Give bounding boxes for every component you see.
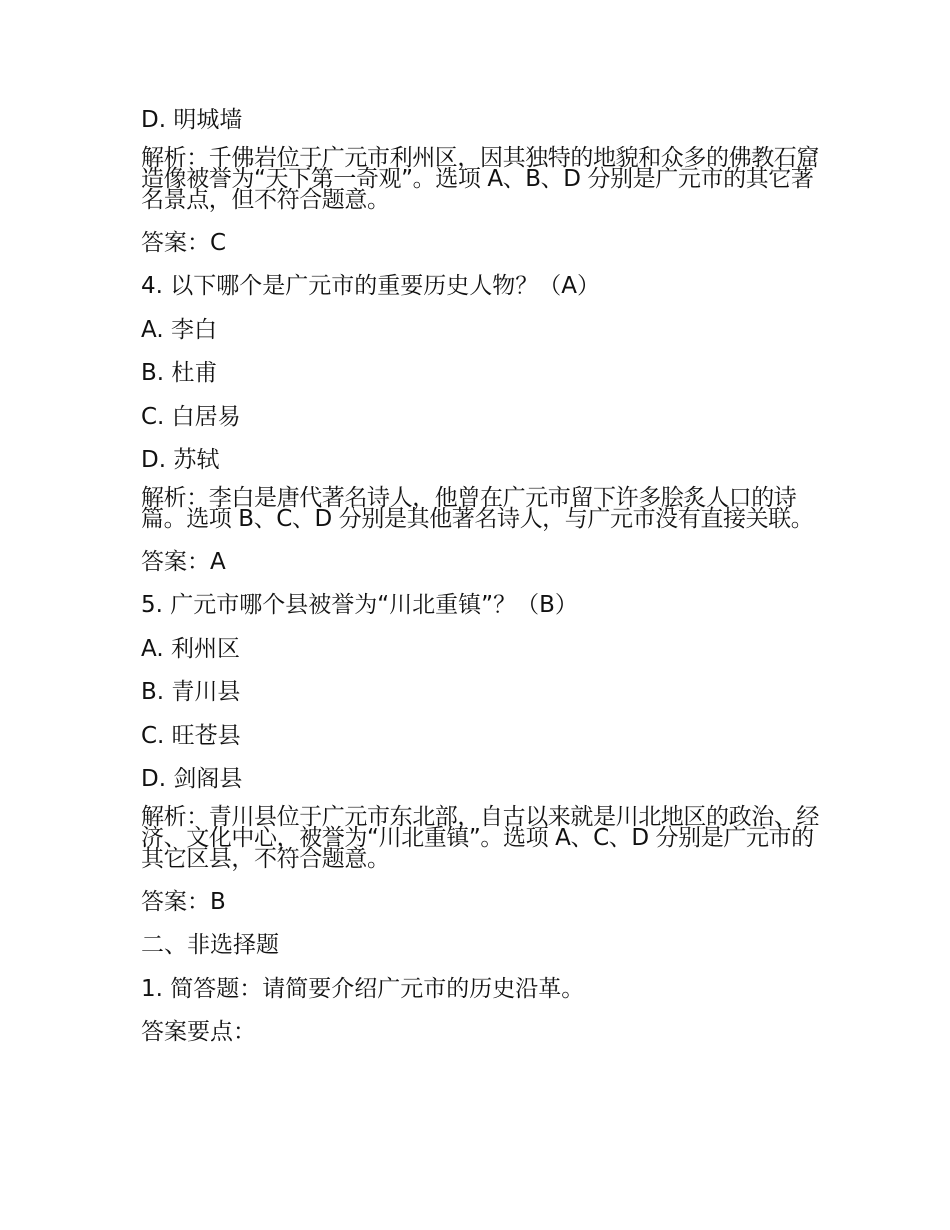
q4-option-c: C. 白居易 — [141, 403, 241, 430]
q4-option-a: A. 李白 — [141, 316, 217, 343]
section-heading: 二、非选择题 — [141, 932, 279, 958]
document-page — [141, 104, 821, 1060]
q3-answer: 答案：C — [141, 229, 227, 256]
q4-answer: 答案：A — [141, 548, 226, 575]
q5-stem: 5. 广元市哪个县被誉为“川北重镇”？（B） — [141, 592, 578, 618]
q5-answer: 答案：B — [141, 888, 226, 915]
q5-option-c: C. 旺苍县 — [141, 722, 241, 749]
q4-option-d: D. 苏轼 — [141, 447, 220, 473]
q3-option-d: D. 明城墙 — [141, 107, 243, 133]
q4-stem: 4. 以下哪个是广元市的重要历史人物？（A） — [141, 273, 600, 299]
q3-analysis: 解析：千佛岩位于广元市利州区，因其独特的地貌和众多的佛教石窟造像被誉为“天下第一奇观”。选项 A、B、D 分别是广元市的其它著名景点，但不符合题意。 — [141, 144, 820, 213]
q5-option-a: A. 利州区 — [141, 635, 240, 662]
q5-option-d: D. 剑阁县 — [141, 766, 243, 792]
q4-option-b: B. 杜甫 — [141, 360, 218, 386]
short-answer-question-1: 1. 简答题：请简要介绍广元市的历史沿革。 — [141, 975, 585, 1002]
answer-points-label: 答案要点： — [141, 1019, 256, 1045]
q4-analysis: 解析：李白是唐代著名诗人，他曾在广元市留下许多脍炙人口的诗篇。选项 B、C、D 分别是其他著名诗人，与广元市没有直接关联。 — [141, 484, 814, 532]
q5-option-b: B. 青川县 — [141, 679, 241, 705]
q5-analysis: 解析：青川县位于广元市东北部，自古以来就是川北地区的政治、经济、文化中心，被誉为“川北重镇”。选项 A、C、D 分别是广元市的其它区县，不符合题意。 — [141, 803, 820, 872]
